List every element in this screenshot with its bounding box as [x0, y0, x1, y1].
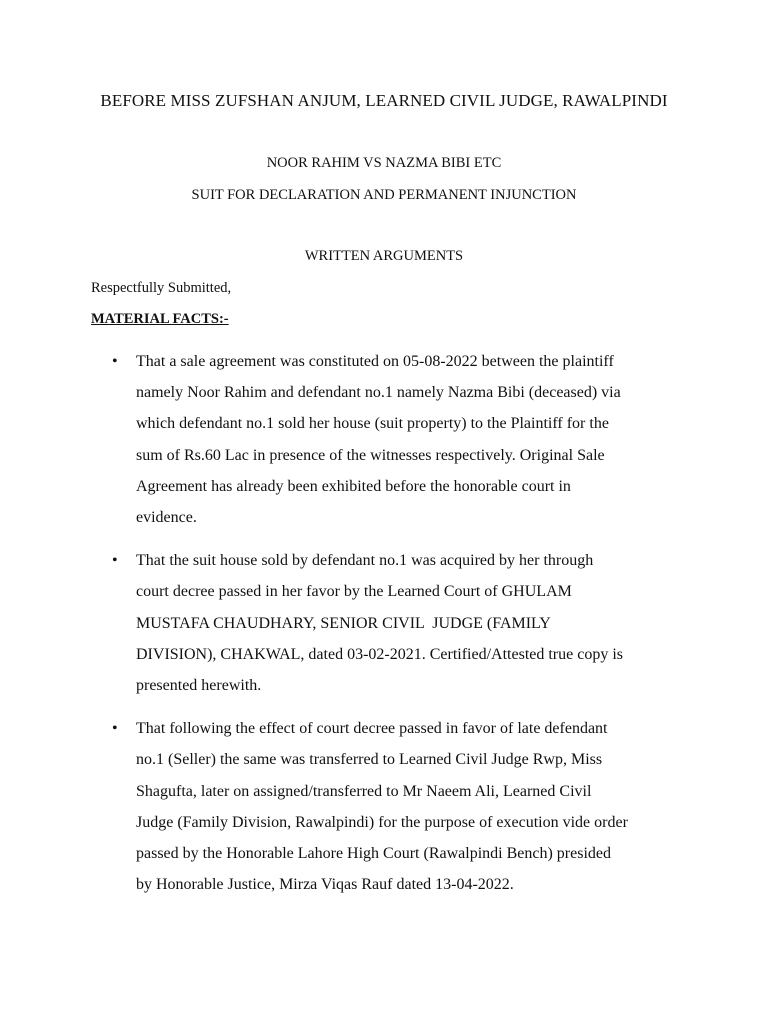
fact-line: evidence.: [136, 509, 197, 527]
case-title: NOOR RAHIM VS NAZMA BIBI ETC: [266, 155, 502, 171]
fact-line: presented herewith.: [136, 677, 262, 695]
fact-line: MUSTAFA CHAUDHARY, SENIOR CIVIL JUDGE (FAMILY: [136, 614, 551, 632]
fact-line: by Honorable Justice, Mirza Viqas Rauf dated 13-04-2022.: [136, 876, 514, 894]
fact-line: Judge (Family Division, Rawalpindi) for the purpose of execution vide order: [136, 813, 628, 831]
bullet-icon: •: [112, 353, 118, 370]
fact-item: [0, 713, 768, 900]
court-title: BEFORE MISS ZUFSHAN ANJUM, LEARNED CIVIL JUDGE, RAWALPINDI: [100, 91, 668, 110]
fact-line: no.1 (Seller) the same was transferred to Learned Civil Judge Rwp, Miss: [136, 751, 603, 769]
fact-line: Agreement has already been exhibited before the honorable court in: [136, 477, 571, 495]
fact-line: That a sale agreement was constituted on 05-08-2022 between the plaintiff: [136, 353, 614, 370]
fact-line: passed by the Honorable Lahore High Court (Rawalpindi Bench) presided: [136, 845, 611, 863]
material-facts-list: [0, 346, 768, 912]
fact-text: [136, 713, 684, 900]
bullet-icon: •: [112, 552, 118, 570]
fact-line: Shagufta, later on assigned/transferred to Mr Naeem Ali, Learned Civil: [136, 782, 592, 800]
fact-line: sum of Rs.60 Lac in presence of the witnesses respectively. Original Sale: [136, 446, 605, 464]
fact-item: [0, 545, 768, 701]
fact-text: [136, 346, 684, 533]
fact-line: court decree passed in her favor by the Learned Court of GHULAM: [136, 583, 572, 601]
material-facts-heading: MATERIAL FACTS:-: [91, 311, 229, 327]
suit-title: SUIT FOR DECLARATION AND PERMANENT INJUNCTION: [191, 187, 577, 203]
fact-line: namely Noor Rahim and defendant no.1 namely Nazma Bibi (deceased) via: [136, 384, 621, 402]
written-arguments-title: WRITTEN ARGUMENTS: [304, 248, 464, 264]
fact-item: [0, 346, 768, 533]
fact-line: That following the effect of court decree passed in favor of late defendant: [136, 720, 608, 738]
salutation: Respectfully Submitted,: [91, 280, 232, 296]
fact-text: [136, 545, 684, 701]
fact-line: DIVISION), CHAKWAL, dated 03-02-2021. Certified/Attested true copy is: [136, 645, 624, 663]
fact-line: which defendant no.1 sold her house (suit property) to the Plaintiff for the: [136, 415, 609, 433]
fact-line: That the suit house sold by defendant no.1 was acquired by her through: [136, 552, 594, 570]
bullet-icon: •: [112, 720, 118, 738]
